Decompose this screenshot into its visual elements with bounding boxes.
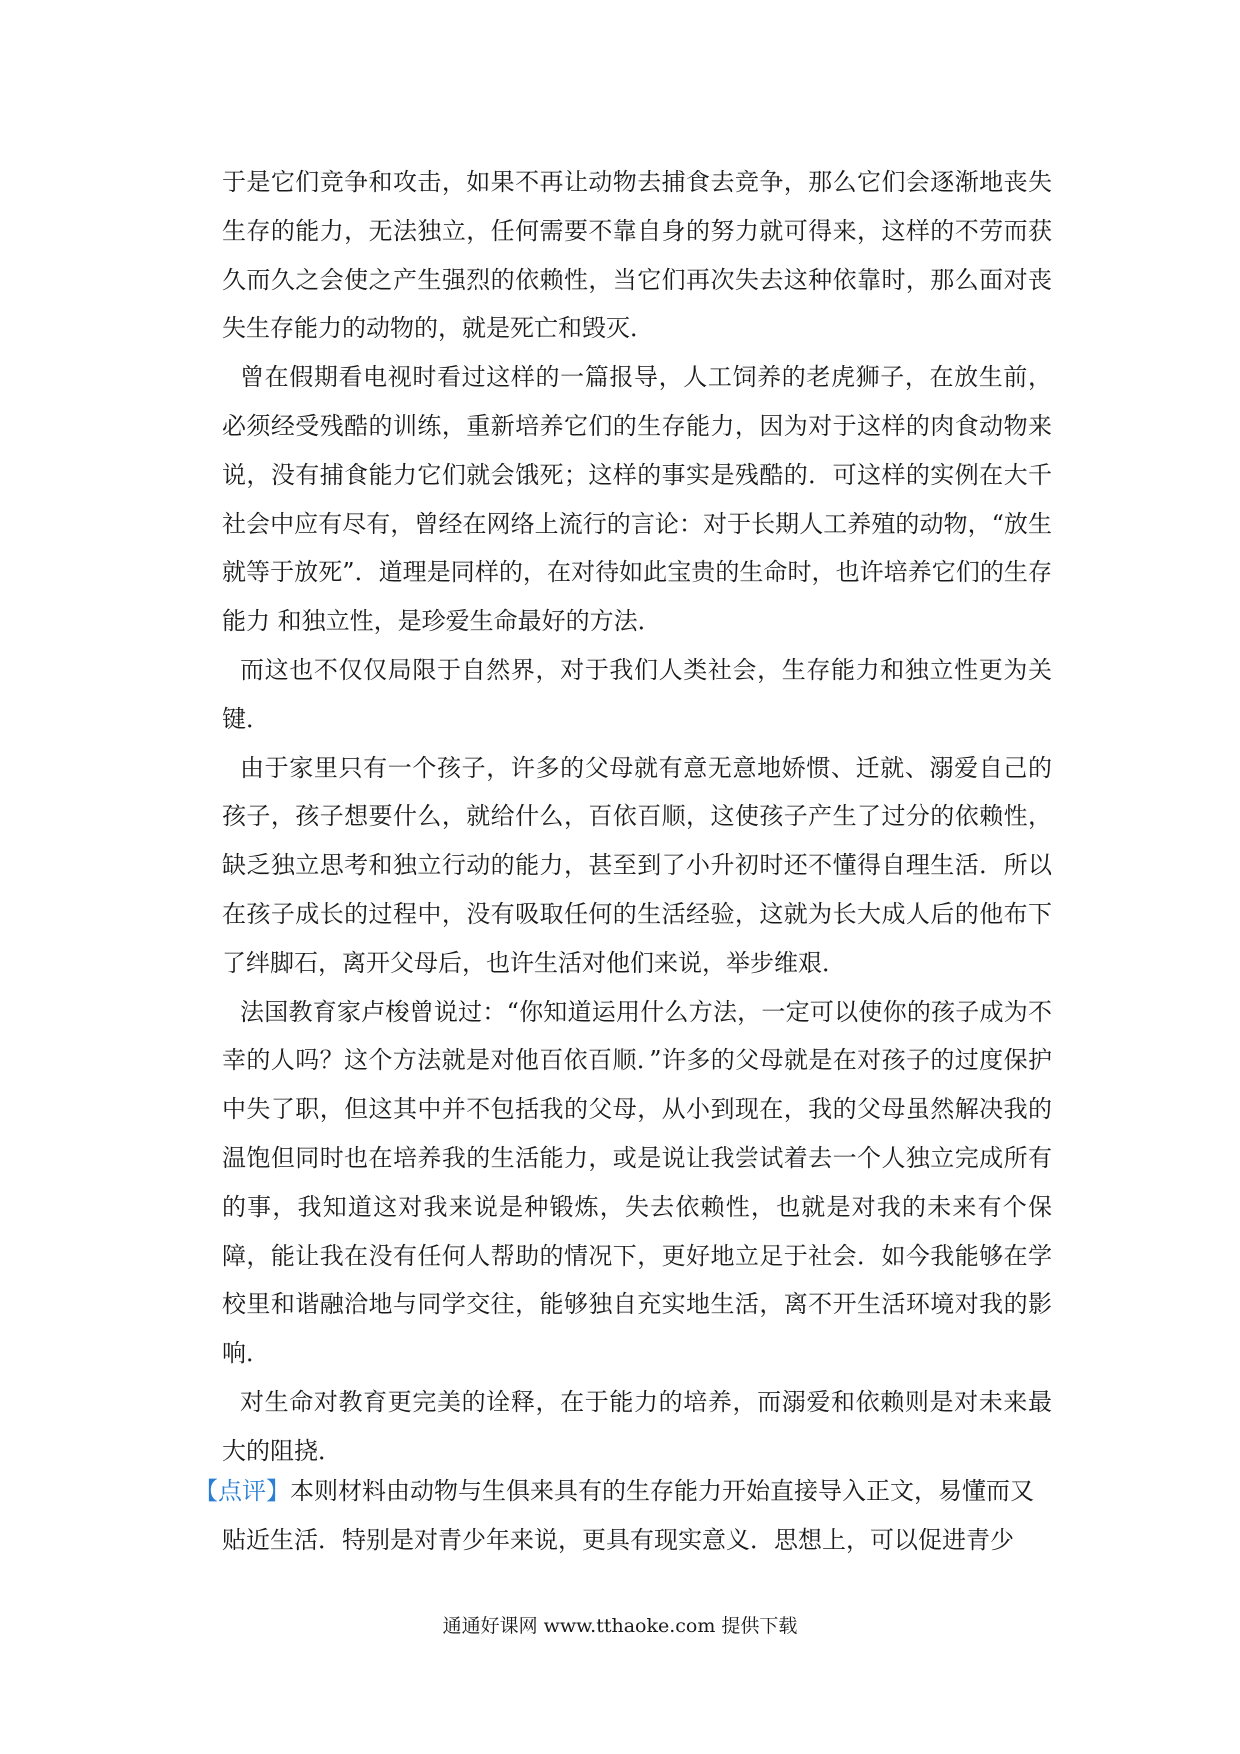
paragraph-5: 法国教育家卢梭曾说过：“你知道运用什么方法，一定可以使你的孩子成为不幸的人吗？这个方法就是对他百依百顺．”许多的父母就是在对孩子的过度保护 中失了职，但这其中并不包括我的父母，从小到现在，我的父母虽然解决我的温饱但同时也在培养我的生活能力，或是说让我尝试着去一个人独立完成所有的事，我知道这对我来说是种锻炼，失去依赖性，也就是对我的未来有个保障，能让我在没有任何人帮助的情况下，更好地立足于社会．如今我能够在学校里和谐融洽地与同学交往，能够独自充实地生活，离不开生活环境对我的影响．	[222, 997, 1052, 1368]
page-footer: 通通好课网 www.tthaoke.com 提供下载	[442, 1615, 798, 1637]
paragraph-6: 对生命对教育更完美的诠释，在于能力的培养，而溺爱和依赖则是对未来最大的阻挠．	[222, 1387, 1052, 1465]
commentary-first-line	[194, 1467, 1052, 1516]
paragraph-1: 于是它们竞争和攻击，如果不再让动物去捕食去竞争，那么它们会逐渐地丧失生存的能力，无法独立，任何需要不靠自身的努力就可得来，这样的不劳而获久而久之会使之产生强烈的依赖性，当它们再次失去这种依靠时，那么面对丧失生存能力的动物的，就是死亡和毁灭．	[222, 168, 1052, 343]
essay-body	[222, 158, 1052, 1476]
commentary-text-line-1: 本则材料由动物与生俱来具有的生存能力开始直接导入正文，易懂而又	[290, 1477, 1034, 1505]
commentary-section	[194, 1467, 1052, 1565]
paragraph-4: 由于家里只有一个孩子，许多的父母就有意无意地娇惯、迁就、溺爱自己的孩子，孩子想要什么，就给什么，百依百顺，这使孩子产生了过分的依赖性，缺乏独立思考和独立行动的能力，甚至到了小升初时还不懂得自理生活．所以在孩子成长的过程中，没有吸取任何的生活经验，这就为长大成人后的他布下了绊脚石，离开父母后，也许生活对他们来说，举步维艰．	[222, 753, 1052, 977]
commentary-tag: 【点评】	[194, 1477, 290, 1505]
paragraph-3: 而这也不仅仅局限于自然界，对于我们人类社会，生存能力和独立性更为关键．	[222, 655, 1052, 733]
commentary-text-line-2: 贴近生活．特别是对青少年来说，更具有现实意义．思想上，可以促进青少	[222, 1525, 1014, 1554]
paragraph-2: 曾在假期看电视时看过这样的一篇报导，人工饲养的老虎狮子，在放生前，必须经受残酷的训练，重新培养它们的生存能力，因为对于这样的肉食动物来说，没有捕食能力它们就会饿死；这样的事实是残酷的．可这样的实例在大千社会中应有尽有，曾经在网络上流行的言论：对于长期人工养殖的动物，“放生就等于放死”．道理是同样的，在对待如此宝贵的生命时，也许培养它们的生存能力 和独立性，是珍爱生命最好的方法．	[222, 363, 1052, 636]
